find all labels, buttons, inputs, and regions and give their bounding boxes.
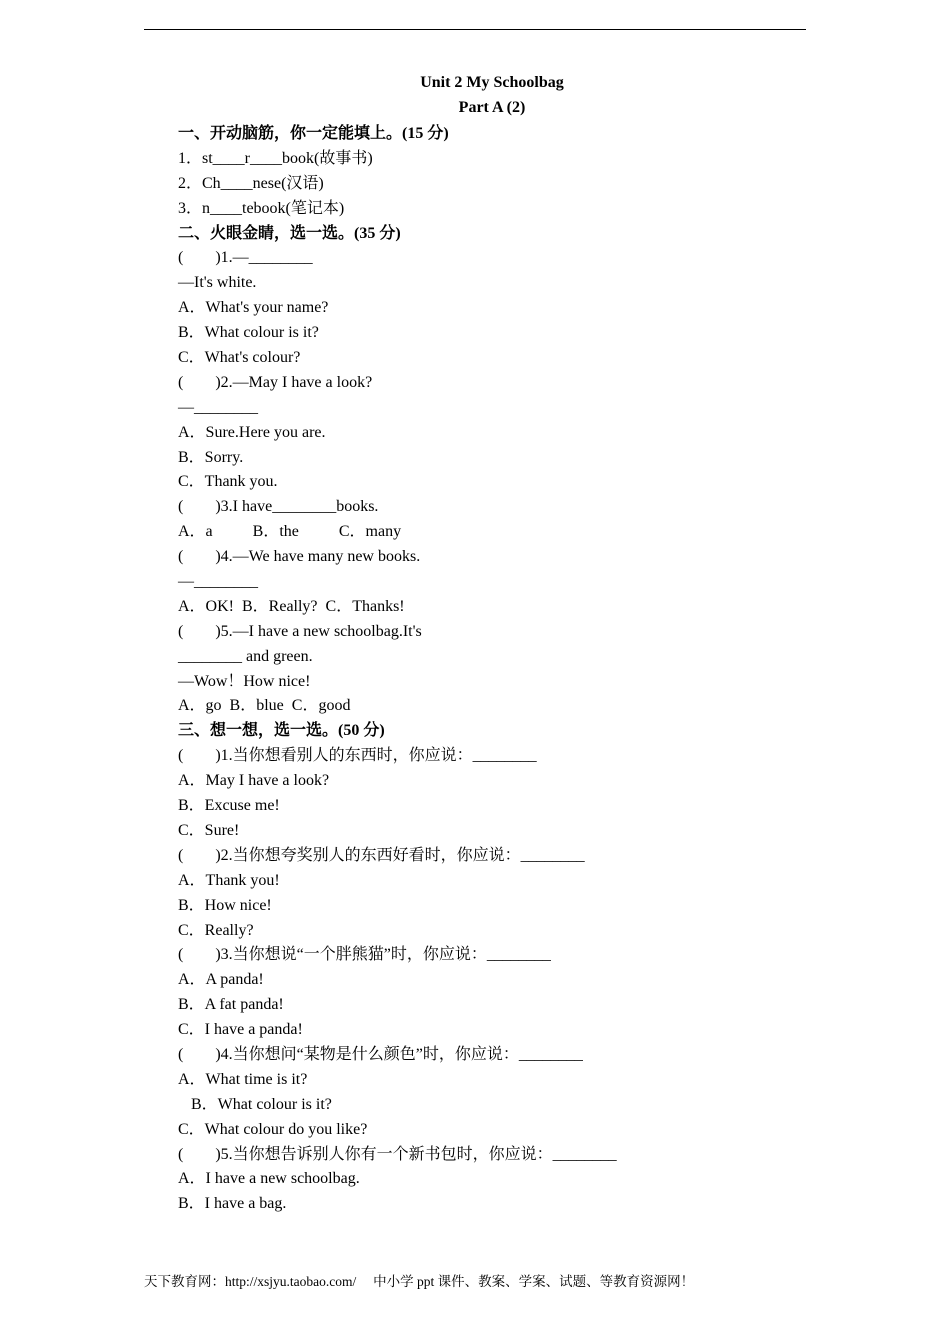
worksheet-line: 1．st____r____book(故事书)	[178, 149, 373, 167]
worksheet-line: ( )4.—We have many new books.	[178, 548, 421, 566]
worksheet-line: ________ and green.	[178, 647, 313, 665]
worksheet-line: 2．Ch____nese(汉语)	[178, 174, 324, 192]
worksheet-line: C．Sure!	[178, 821, 240, 839]
worksheet-line: 3．n____tebook(笔记本)	[178, 199, 345, 217]
worksheet-line: A．A panda!	[178, 971, 264, 989]
worksheet-line: —It's white.	[178, 274, 257, 292]
worksheet-line: C．I have a panda!	[178, 1021, 303, 1039]
worksheet-line: ( )3.I have________books.	[178, 498, 379, 516]
worksheet-line: C．Really?	[178, 921, 254, 939]
worksheet-line: A．Sure.Here you are.	[178, 423, 326, 441]
worksheet-line: A．What time is it?	[178, 1070, 308, 1088]
section-heading: 一、开动脑筋，你一定能填上。(15 分)	[178, 125, 449, 142]
worksheet-line: A．I have a new schoolbag.	[178, 1170, 360, 1188]
worksheet-line: B．A fat panda!	[178, 996, 284, 1014]
worksheet-line: A．a B．the C．many	[178, 523, 402, 541]
footer-text: 天下教育网：http://xsjyu.taobao.com/ 中小学 ppt 课件、教案、学案、试题、等教育资源网！	[144, 1274, 695, 1289]
worksheet-line: B．What colour is it?	[178, 324, 319, 342]
worksheet-line: A．Thank you!	[178, 871, 280, 889]
worksheet-line: C．What's colour?	[178, 349, 301, 367]
worksheet-line: ( )5.当你想告诉别人你有一个新书包时，你应说：________	[178, 1145, 617, 1163]
worksheet-line: A．May I have a look?	[178, 772, 330, 790]
worksheet-line: C．What colour do you like?	[178, 1120, 368, 1138]
worksheet-line: B．How nice!	[178, 896, 272, 914]
worksheet-line: B．Sorry.	[178, 448, 244, 466]
worksheet-line: ( )2.—May I have a look?	[178, 373, 373, 391]
part-subtitle: Part A (2)	[458, 99, 526, 116]
worksheet-line: ( )2.当你想夸奖别人的东西好看时，你应说：________	[178, 846, 585, 864]
worksheet-line: ( )1.当你想看别人的东西时，你应说：________	[178, 747, 537, 765]
worksheet-line: ( )4.当你想问“某物是什么颜色”时，你应说：________	[178, 1045, 583, 1063]
section-heading: 二、火眼金睛，选一选。(35 分)	[178, 224, 401, 242]
header-rule	[144, 29, 806, 30]
worksheet-line: A．go B．blue C．good	[178, 697, 351, 715]
worksheet-line: —________	[178, 398, 258, 416]
worksheet-line: C．Thank you.	[178, 473, 278, 491]
worksheet-line: B．Excuse me!	[178, 797, 280, 815]
worksheet-line: A．OK! B．Really? C．Thanks!	[178, 597, 405, 615]
worksheet-line: B．What colour is it?	[191, 1095, 332, 1113]
worksheet-line: ( )1.—________	[178, 249, 313, 267]
section-heading: 三、想一想，选一选。(50 分)	[178, 722, 385, 740]
unit-title: Unit 2 My Schoolbag	[420, 74, 564, 91]
worksheet-line: B．I have a bag.	[178, 1195, 287, 1213]
worksheet-line: A．What's your name?	[178, 299, 329, 317]
worksheet-line: ( )3.当你想说“一个胖熊猫”时，你应说：________	[178, 946, 551, 964]
worksheet-line: —________	[178, 573, 258, 591]
worksheet-line: ( )5.—I have a new schoolbag.It's	[178, 622, 422, 640]
worksheet-line: —Wow！How nice!	[178, 672, 311, 690]
worksheet-body	[178, 122, 617, 1217]
